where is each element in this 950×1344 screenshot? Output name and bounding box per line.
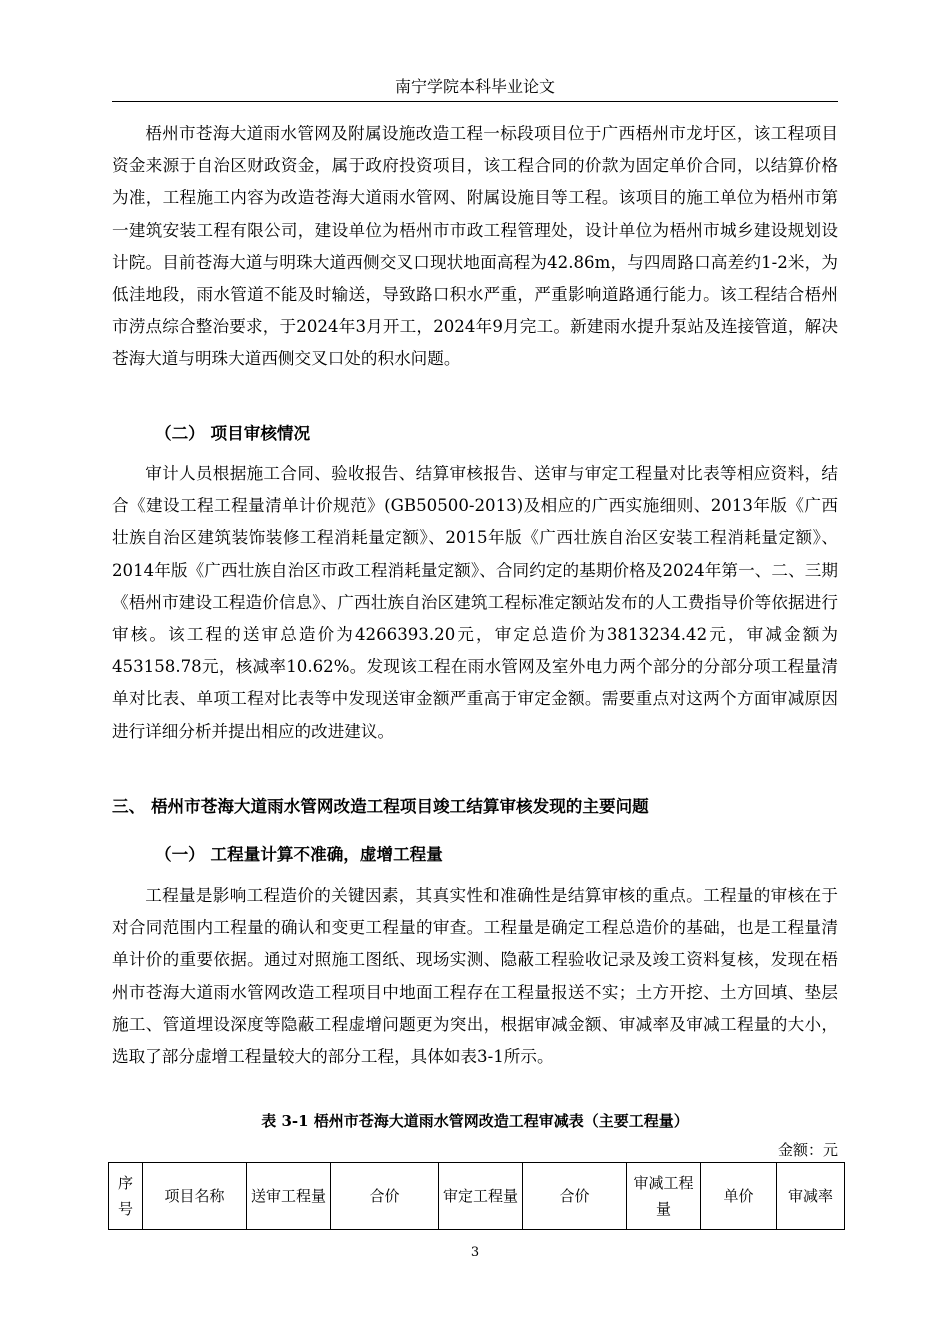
- chapter-heading-main-problems: 三、 梧州市苍海大道雨水管网改造工程项目竣工结算审核发现的主要问题: [112, 796, 649, 816]
- header-cell-reduced-quantity: 审减工程量: [627, 1163, 701, 1230]
- paragraph-quantity-review: 工程量是影响工程造价的关键因素，其真实性和准确性是结算审核的重点。工程量的审核在于对合同范围内工程量的确认和变更工程量的审查。工程量是确定工程总造价的基础，也是工程量清单计价的重要依据。通过对照施工图纸、现场实测、隐蔽工程验收记录及竣工资料复核，发现在梧州市苍海大道雨水管网改造工程项目中地面工程存在工程量报送不实；土方开挖、土方回填、垫层施工、管道埋设深度等隐蔽工程虚增问题更为突出，根据审减金额、审减率及审减工程量的大小，选取了部分虚增工程量较大的部分工程，具体如表3-1所示。: [112, 886, 838, 1067]
- paragraph-project-overview: 梧州市苍海大道雨水管网及附属设施改造工程一标段项目位于广西梧州市龙圩区，该工程项目资金来源于自治区财政资金，属于政府投资项目，该工程合同的价款为固定单价合同，以结算价格为准，工程施工内容为改造苍海大道雨水管网、附属设施目等工程。该项目的施工单位为梧州市第一建筑安装工程有限公司，建设单位为梧州市市政工程管理处，设计单位为梧州市城乡建设规划设计院。目前苍海大道与明珠大道西侧交叉口现状地面高程为42.86m，与四周路口高差约1-2米，为低洼地段，雨水管道不能及时输送，导致路口积水严重，严重影响道路通行能力。该工程结合梧州市涝点综合整治要求，于2024年3月开工，2024年9月完工。新建雨水提升泵站及连接管道，解决苍海大道与明珠大道西侧交叉口处的积水问题。: [112, 124, 838, 369]
- section-heading-audit-status: （二） 项目审核情况: [155, 423, 311, 443]
- running-header: 南宁学院本科毕业论文: [394, 77, 555, 96]
- header-cell-submitted-total: 合价: [331, 1163, 439, 1230]
- header-cell-approved-quantity: 审定工程量: [439, 1163, 523, 1230]
- header-cell-item-name: 项目名称: [143, 1163, 247, 1230]
- header-cell-approved-total: 合价: [523, 1163, 627, 1230]
- header-cell-reduction-rate: 审减率: [777, 1163, 845, 1230]
- table-unit-note: 金额：元: [777, 1141, 838, 1159]
- header-cell-index: 序号: [109, 1163, 143, 1230]
- table-caption: 表 3-1 梧州市苍海大道雨水管网改造工程审减表（主要工程量）: [261, 1112, 689, 1130]
- header-cell-unit-price: 单价: [701, 1163, 777, 1230]
- table-header-row: [109, 1163, 845, 1230]
- audit-reduction-table: [108, 1162, 845, 1230]
- header-rule: [112, 101, 838, 102]
- header-cell-submitted-quantity: 送审工程量: [247, 1163, 331, 1230]
- section-heading-quantity-errors: （一） 工程量计算不准确，虚增工程量: [155, 844, 443, 864]
- paragraph-audit-basis: 审计人员根据施工合同、验收报告、结算审核报告、送审与审定工程量对比表等相应资料，结合《建设工程工程量清单计价规范》(GB50500-2013)及相应的广西实施细则、2013年版《广西壮族自治区建筑装饰装修工程消耗量定额》、2015年版《广西壮族自治区安装工程消耗量定额》、2014年版《广西壮族自治区市政工程消耗量定额》、合同约定的基期价格及2024年第一、二、三期《梧州市建设工程造价信息》、广西壮族自治区建筑工程标准定额站发布的人工费指导价等依据进行审核。该工程的送审总造价为4266393.20元，审定总造价为3813234.42元，审减金额为453158.78元，核减率10.62%。发现该工程在雨水管网及室外电力两个部分的分部分项工程量清单对比表、单项工程对比表等中发现送审金额严重高于审定金额。需要重点对这两个方面审减原因进行详细分析并提出相应的改进建议。: [112, 464, 838, 741]
- page-number: 3: [470, 1245, 480, 1260]
